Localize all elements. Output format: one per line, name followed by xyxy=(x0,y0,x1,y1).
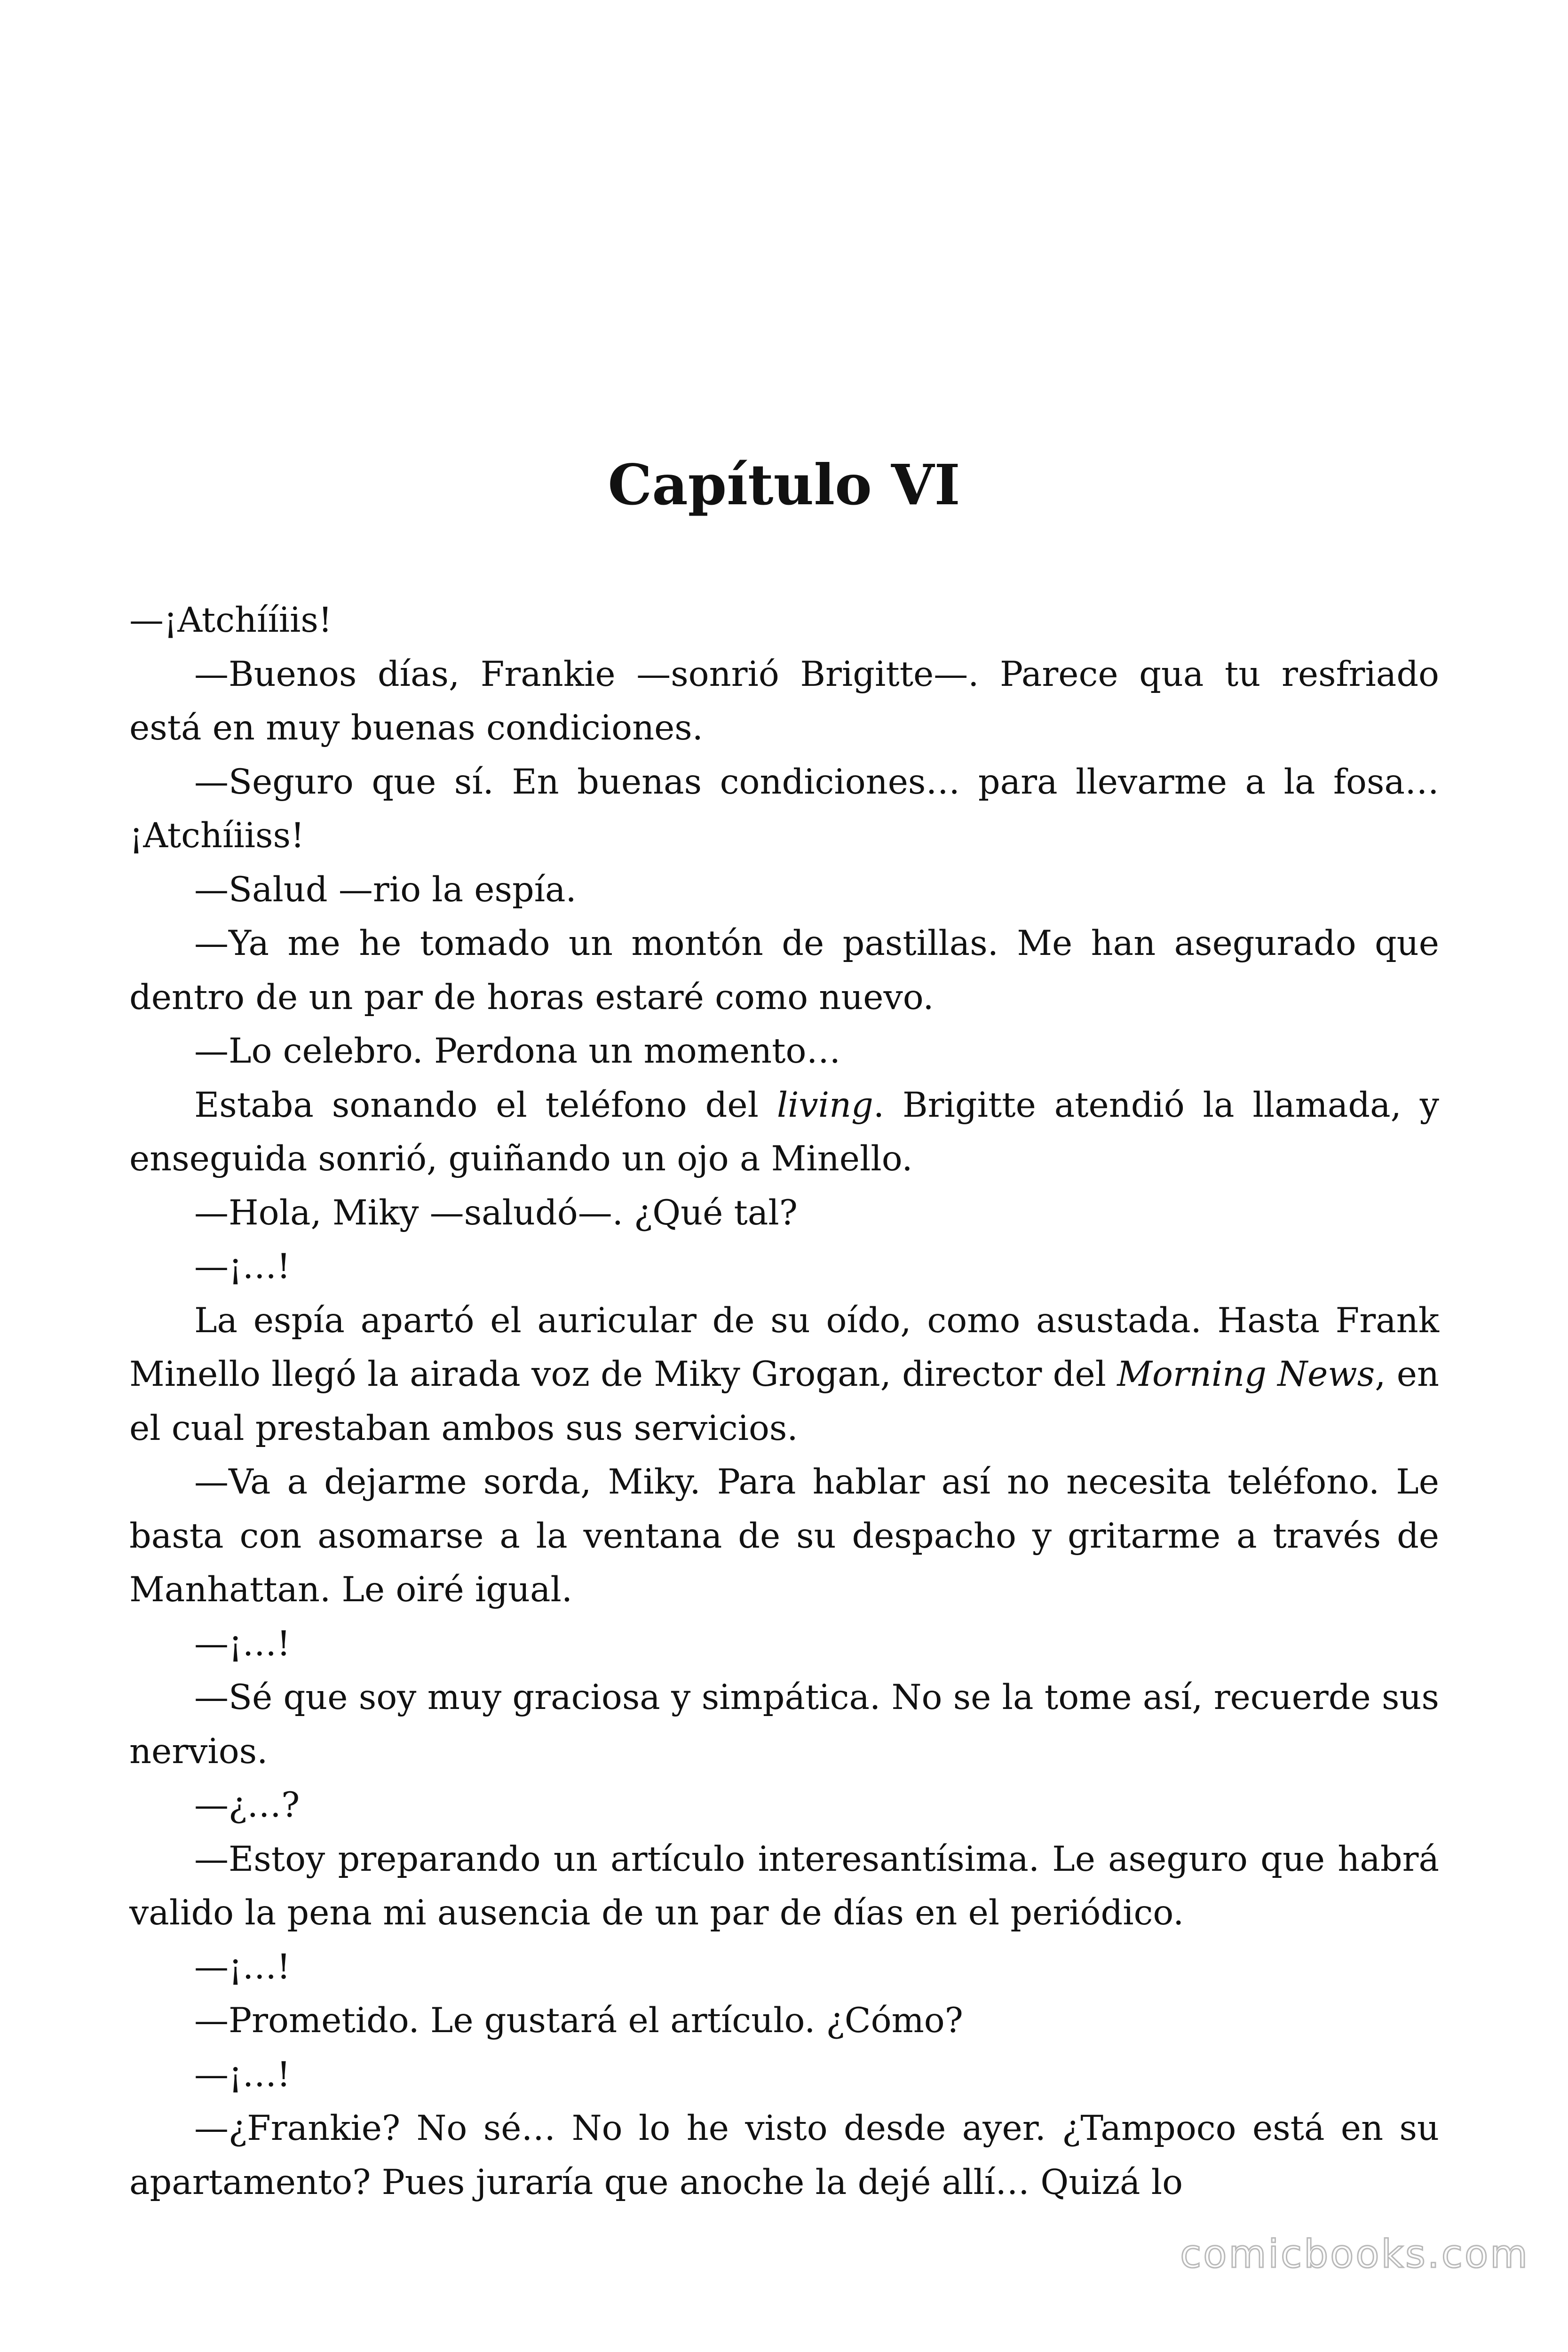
paragraph xyxy=(129,1455,1439,1617)
italic-text: living xyxy=(776,1085,873,1125)
text-run: —Sé que soy muy graciosa y simpática. No se la tome así, recuerde sus nervios. xyxy=(129,1677,1439,1772)
paragraph xyxy=(129,1940,1439,1994)
watermark-logo: comicbooks.com xyxy=(1180,2232,1529,2277)
text-run: —Lo celebro. Perdona un momento… xyxy=(194,1031,841,1071)
paragraph xyxy=(129,1240,1439,1294)
paragraph xyxy=(129,917,1439,1025)
paragraph xyxy=(129,1994,1439,2048)
text-run: —¡Atchííiis! xyxy=(129,600,333,640)
text-run: —Prometido. Le gustará el artículo. ¿Cómo? xyxy=(194,2001,963,2041)
text-run: —¿Frankie? No sé… No lo he visto desde ayer. ¿Tampoco está en su apartamento? Pues juraría que anoche la dejé allí… Quizá lo xyxy=(129,2108,1439,2202)
text-run: —Estoy preparando un artículo interesantísima. Le aseguro que habrá valido la pena mi ausencia de un par de días en el periódico. xyxy=(129,1839,1439,1933)
text-run: —¡…! xyxy=(194,2054,291,2095)
text-run: —Seguro que sí. En buenas condiciones… para llevarme a la fosa… ¡Atchíiiss! xyxy=(129,762,1439,856)
paragraph xyxy=(129,2048,1439,2102)
paragraph xyxy=(129,648,1439,755)
text-run: —¡…! xyxy=(194,1247,291,1287)
text-run: —¿…? xyxy=(194,1785,300,1825)
paragraph xyxy=(129,863,1439,917)
chapter-title: Capítulo VI xyxy=(608,452,960,517)
paragraph xyxy=(129,755,1439,863)
italic-text: Morning News xyxy=(1117,1354,1375,1394)
paragraph xyxy=(129,1671,1439,1779)
text-run: —¡…! xyxy=(194,1947,291,1987)
paragraph xyxy=(129,594,1439,648)
text-run: —Hola, Miky —saludó—. ¿Qué tal? xyxy=(194,1192,798,1233)
text-run: —Salud —rio la espía. xyxy=(194,869,577,910)
chapter-body xyxy=(129,594,1439,2209)
text-run: —Va a dejarme sorda, Miky. Para hablar así no necesita teléfono. Le basta con asomarse a la ventana de su despacho y gritarme a través de Manhattan. Le oiré igual. xyxy=(129,1462,1439,1610)
text-run: La espía apartó el auricular de su oído, como asustada. Hasta Frank Minello llegó la airada voz de Miky Grogan, director del xyxy=(129,1300,1439,1394)
paragraph xyxy=(129,1079,1439,1186)
paragraph xyxy=(129,1779,1439,1833)
text-run: —Buenos días, Frankie —sonrió Brigitte—. Parece qua tu resfriado está en muy buenas condiciones. xyxy=(129,654,1439,748)
text-run: —Ya me he tomado un montón de pastillas. Me han asegurado que dentro de un par de horas estaré como nuevo. xyxy=(129,923,1439,1017)
text-run: . Brigitte atendió la llamada, y enseguida sonrió, guiñando un ojo a Minello. xyxy=(129,1085,1439,1179)
paragraph xyxy=(129,1186,1439,1240)
paragraph xyxy=(129,1025,1439,1079)
text-run: , en el cual prestaban ambos sus servicios. xyxy=(129,1354,1439,1448)
text-run: Estaba sonando el teléfono del xyxy=(194,1085,777,1125)
paragraph xyxy=(129,2102,1439,2209)
paragraph xyxy=(129,1833,1439,1940)
paragraph xyxy=(129,1617,1439,1671)
paragraph xyxy=(129,1294,1439,1456)
text-run: —¡…! xyxy=(194,1623,291,1664)
